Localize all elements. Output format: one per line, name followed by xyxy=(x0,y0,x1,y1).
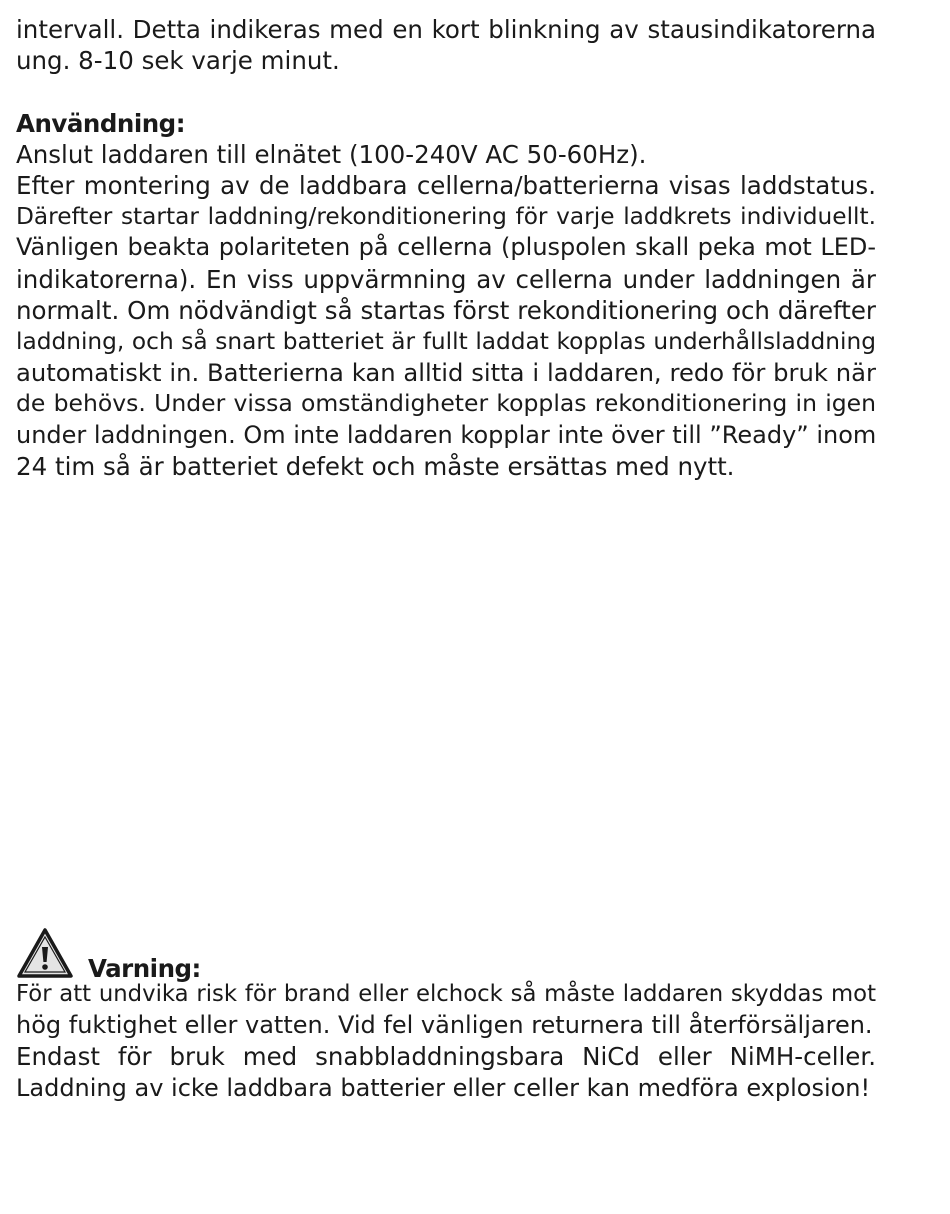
usage-line: under laddningen. Om inte laddaren kopplar inte över till ”Ready” inom xyxy=(16,420,877,449)
intro-paragraph xyxy=(16,14,876,76)
usage-line: de behövs. Under vissa omständigheter kopplas rekonditionering in igen xyxy=(16,389,876,418)
usage-line: automatiskt in. Batterierna kan alltid sitta i laddaren, redo för bruk när xyxy=(16,358,876,388)
intro-line: intervall. Detta indikeras med en kort blinkning av stausindikatorerna xyxy=(16,15,876,44)
warning-line: För att undvika risk för brand eller elchock så måste laddaren skyddas mot xyxy=(16,981,876,1007)
warning-line: Endast för bruk med snabbladdningsbara NiCd eller NiMH-celler. xyxy=(16,1042,876,1072)
usage-heading: Användning: xyxy=(16,108,186,138)
usage-line: 24 tim så är batteriet defekt och måste ersättas med nytt. xyxy=(16,451,735,481)
warning-triangle-icon xyxy=(16,927,88,979)
intro-line: ung. 8-10 sek varje minut. xyxy=(16,46,340,76)
usage-line: Därefter startar laddning/rekonditionering för varje laddkrets individuellt. xyxy=(16,203,876,231)
warning-section xyxy=(16,925,876,1104)
usage-line: Efter montering av de laddbara cellerna/batterierna visas laddstatus. xyxy=(16,171,876,200)
usage-line: indikatorerna). En viss uppvärmning av cellerna under laddningen är xyxy=(16,264,876,294)
document-body xyxy=(16,14,876,482)
warning-line: Laddning av icke laddbara batterier eller celler kan medföra explosion! xyxy=(16,1073,871,1102)
warning-paragraph xyxy=(16,979,876,1104)
usage-line: normalt. Om nödvändigt så startas först rekonditionering och därefter xyxy=(16,295,876,325)
warning-header xyxy=(16,925,876,983)
usage-line: Vänligen beakta polariteten på cellerna (pluspolen skall peka mot LED- xyxy=(16,233,876,262)
usage-line: Anslut laddaren till elnätet (100-240V AC 50-60Hz). xyxy=(16,139,647,169)
usage-paragraph xyxy=(16,139,876,482)
warning-heading: Varning: xyxy=(88,954,201,983)
usage-line: laddning, och så snart batteriet är fullt laddat kopplas underhållsladdning xyxy=(16,328,876,356)
warning-line: hög fuktighet eller vatten. Vid fel vänligen returnera till återförsäljaren. xyxy=(16,1011,873,1040)
